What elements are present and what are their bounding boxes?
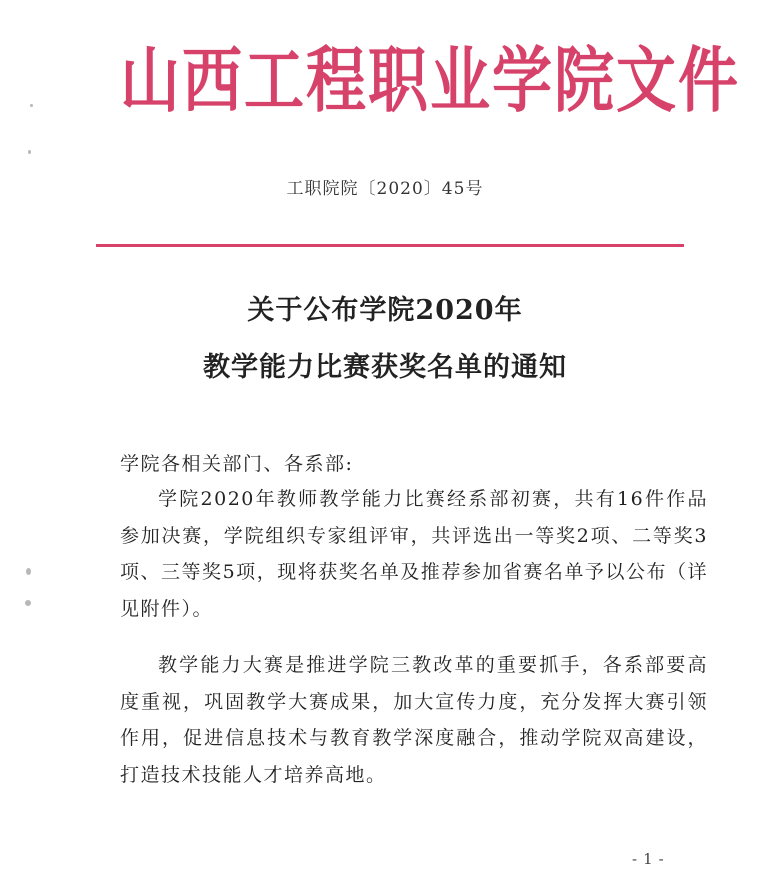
scan-speck	[26, 568, 31, 575]
body-paragraph-2: 教学能力大赛是推进学院三教改革的重要抓手，各系部要高度重视，巩固教学大赛成果，加大宣传力度，充分发挥大赛引领作用，促进信息技术与教育教学深度融合，推动学院双高建设，打造技术技能人才培养高地。	[120, 654, 708, 786]
page-number: -1-	[632, 850, 670, 868]
body-paragraph-1: 学院2020年教师教学能力比赛经系部初赛，共有16件作品参加决赛，学院组织专家组评审，共评选出一等奖2项、二等奖3项、三等奖5项，现将获奖名单及推荐参加省赛名单予以公布（详见附件）。	[120, 488, 708, 620]
scan-speck	[30, 104, 33, 107]
org-document-header: 山西工程职业学院文件	[120, 39, 740, 123]
scan-speck	[25, 600, 31, 606]
red-separator-line	[96, 244, 684, 247]
notice-title-line-1: 关于公布学院2020年	[247, 295, 523, 326]
scan-speck	[28, 150, 31, 154]
salutation: 学院各相关部门、各系部:	[120, 453, 354, 475]
document-number: 工职院院〔2020〕45号	[286, 179, 484, 199]
notice-title-line-2: 教学能力比赛获奖名单的通知	[203, 352, 567, 383]
